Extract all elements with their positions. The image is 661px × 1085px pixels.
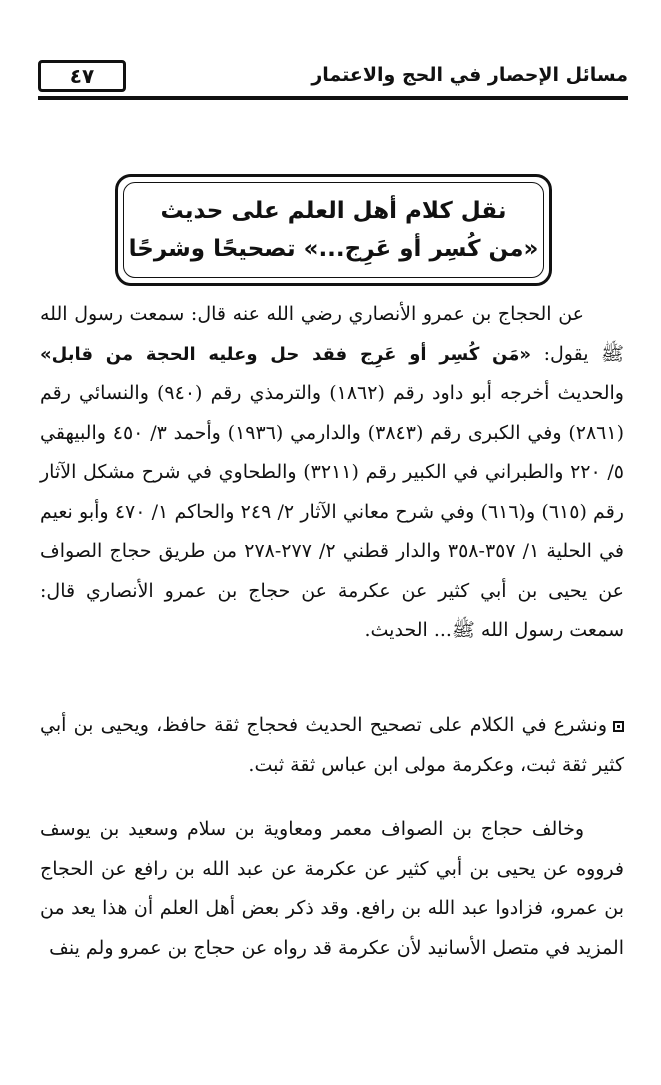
page-number: ٤٧ <box>69 64 95 88</box>
header-rule <box>38 96 628 100</box>
page-number-box <box>38 60 126 92</box>
paragraph-sources: والحديث أخرجه أبو داود رقم (١٨٦٢) والترمذي رقم (٩٤٠) والنسائي رقم (٢٨٦١) وفي الكبرى رقم (٣٨٤٣) والدارمي (١٩٣٦) وأحمد ٣/ ٤٥٠ والبيهقي ٥/ ٢٢٠ والطبراني في الكبير رقم (٣٢١١) والطحاوي في شرح مشكل الآثار رقم (٦١٥) و(٦١٦) وفي شرح معاني الآثار ٢/ ٢٤٩ والحاكم ١/ ٤٧٠ وأبو نعيم في الحلية ١/ ٣٥٧-٣٥٨ والدار قطني ٢/ ٢٧٧-٢٧٨ من طريق حجاج الصواف عن يحيى بن أبي كثير عن عكرمة عن حجاج بن عمرو الأنصاري قال: سمعت رسول الله ﷺ... الحديث. <box>40 382 624 641</box>
square-bullet-icon <box>613 721 624 732</box>
paragraph-intro: عن الحجاج بن عمرو الأنصاري رضي الله عنه قال: سمعت رسول الله ﷺ يقول: <box>40 303 624 365</box>
paragraph-hadith-sources <box>40 295 624 651</box>
hadith-quote: «مَن كُسِر أو عَرِج فقد حل وعليه الحجة من قابل» <box>40 343 532 365</box>
chapter-title-box <box>115 174 552 286</box>
paragraph-authentication-text: ونشرع في الكلام على تصحيح الحديث فحجاج ثقة حافظ، ويحيى بن أبي كثير ثقة ثبت، وعكرمة مولى ابن عباس ثقة ثبت. <box>40 714 624 776</box>
paragraph-variant-chain <box>40 810 624 968</box>
chapter-title-inner-frame <box>123 182 544 278</box>
page-header <box>38 58 628 102</box>
paragraph-authentication <box>40 706 624 785</box>
paragraph-variant-text: وخالف حجاج بن الصواف معمر ومعاوية بن سلام وسعيد بن يوسف فرووه عن يحيى بن أبي كثير عن عكرمة عن عبد الله بن رافع عن الحجاج بن عمرو، فزادوا عبد الله بن رافع. وقد ذكر بعض أهل العلم أن هذا يعد من المزيد في متصل الأسانيد لأن عكرمة قد رواه عن حجاج بن عمرو ولم ينف <box>40 818 624 959</box>
running-title: مسائل الإحصار في الحج والاعتمار <box>311 64 628 86</box>
chapter-title-line-2: «من كُسِر أو عَرِج...» تصحيحًا وشرحًا <box>128 236 539 262</box>
chapter-title-line-1: نقل كلام أهل العلم على حديث <box>160 198 507 224</box>
